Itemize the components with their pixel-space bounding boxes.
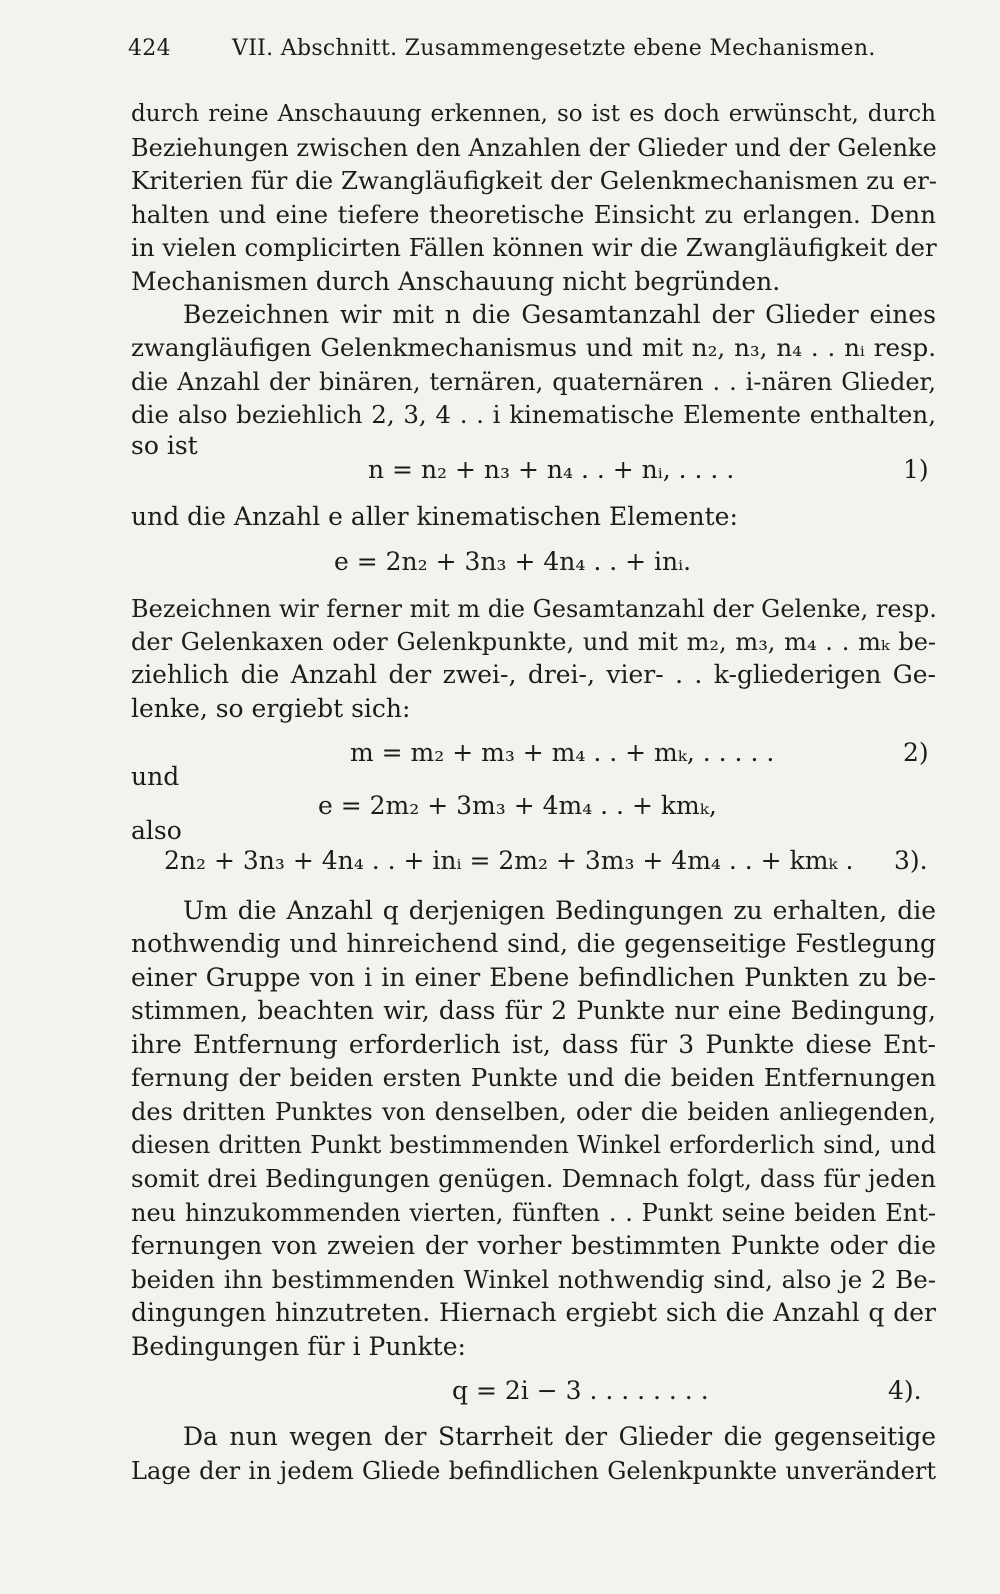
text-line: ziehlich die Anzahl der zwei-, drei-, vier- . . k-gliederigen Ge-: [131, 660, 936, 689]
text-line: beiden ihn bestimmenden Winkel nothwendig sind, also je 2 Be-: [131, 1265, 936, 1294]
text-line: zwangläufigen Gelenkmechanismus und mit n₂, n₃, n₄ . . nᵢ resp.: [131, 333, 936, 362]
equation-3-number: 3).: [894, 846, 928, 875]
text-line: Lage der in jedem Gliede befindlichen Gelenkpunkte unverändert: [131, 1457, 936, 1485]
text-line: halten und eine tiefere theoretische Einsicht zu erlangen. Denn: [131, 200, 936, 229]
running-title: VII. Abschnitt. Zusammengesetzte ebene Mechanismen.: [232, 36, 876, 61]
text-line: also: [131, 816, 182, 845]
text-line: die also beziehlich 2, 3, 4 . . i kinematische Elemente enthalten,: [131, 400, 936, 429]
text-line: und die Anzahl e aller kinematischen Elemente:: [131, 502, 738, 531]
equation-4: q = 2i − 3 . . . . . . . .: [452, 1376, 709, 1405]
text-line: des dritten Punktes von denselben, oder die beiden anliegenden,: [131, 1098, 936, 1126]
text-line: Beziehungen zwischen den Anzahlen der Glieder und der Gelenke: [131, 134, 937, 162]
text-line: Da nun wegen der Starrheit der Glieder die gegenseitige: [183, 1422, 936, 1451]
text-line: Bezeichnen wir mit n die Gesamtanzahl der Glieder eines: [183, 300, 936, 329]
equation-1-number: 1): [903, 455, 929, 484]
text-line: somit drei Bedingungen genügen. Demnach folgt, dass für jeden: [131, 1164, 936, 1193]
equation-e: e = 2n₂ + 3n₃ + 4n₄ . . + inᵢ.: [334, 547, 692, 576]
text-line: Bedingungen für i Punkte:: [131, 1332, 466, 1361]
equation-3: 2n₂ + 3n₃ + 4n₄ . . + inᵢ = 2m₂ + 3m₃ + 4m₄ . . + kmₖ .: [164, 846, 854, 875]
equation-1: n = n₂ + n₃ + n₄ . . + nᵢ, . . . .: [368, 455, 735, 484]
text-line: die Anzahl der binären, ternären, quaternären . . i-nären Glieder,: [131, 368, 936, 396]
text-line: fernung der beiden ersten Punkte und die beiden Entfernungen: [131, 1063, 936, 1092]
text-line: dingungen hinzutreten. Hiernach ergiebt sich die Anzahl q der: [131, 1298, 936, 1327]
page-number: 424: [128, 36, 171, 61]
text-line: so ist: [131, 431, 198, 460]
text-line: Bezeichnen wir ferner mit m die Gesamtanzahl der Gelenke, resp.: [131, 595, 937, 623]
text-line: ihre Entfernung erforderlich ist, dass für 3 Punkte diese Ent-: [131, 1030, 936, 1059]
text-line: fernungen von zweien der vorher bestimmten Punkte oder die: [131, 1231, 936, 1260]
text-line: Mechanismen durch Anschauung nicht begründen.: [131, 267, 781, 296]
equation-2: m = m₂ + m₃ + m₄ . . + mₖ, . . . . .: [350, 738, 775, 767]
text-line: in vielen complicirten Fällen können wir die Zwangläufigkeit der: [131, 233, 937, 262]
text-line: nothwendig und hinreichend sind, die gegenseitige Festlegung: [131, 929, 936, 958]
text-line: diesen dritten Punkt bestimmenden Winkel erforderlich sind, und: [131, 1131, 936, 1159]
equation-2-number: 2): [903, 738, 929, 767]
text-line: und: [131, 762, 180, 791]
text-line: durch reine Anschauung erkennen, so ist es doch erwünscht, durch: [131, 101, 936, 127]
text-line: neu hinzukommenden vierten, fünften . . Punkt seine beiden Ent-: [131, 1199, 936, 1227]
text-line: Um die Anzahl q derjenigen Bedingungen zu erhalten, die: [183, 896, 936, 925]
text-line: stimmen, beachten wir, dass für 2 Punkte nur eine Bedingung,: [131, 996, 936, 1025]
running-header: [0, 36, 1000, 72]
text-line: lenke, so ergiebt sich:: [131, 694, 411, 723]
equation-e-joints: e = 2m₂ + 3m₃ + 4m₄ . . + kmₖ,: [318, 791, 717, 820]
text-line: der Gelenkaxen oder Gelenkpunkte, und mit m₂, m₃, m₄ . . mₖ be-: [131, 628, 936, 656]
equation-4-number: 4).: [888, 1376, 922, 1405]
text-line: einer Gruppe von i in einer Ebene befindlichen Punkten zu be-: [131, 963, 936, 992]
text-line: Kriterien für die Zwangläufigkeit der Gelenkmechanismen zu er-: [131, 166, 938, 195]
